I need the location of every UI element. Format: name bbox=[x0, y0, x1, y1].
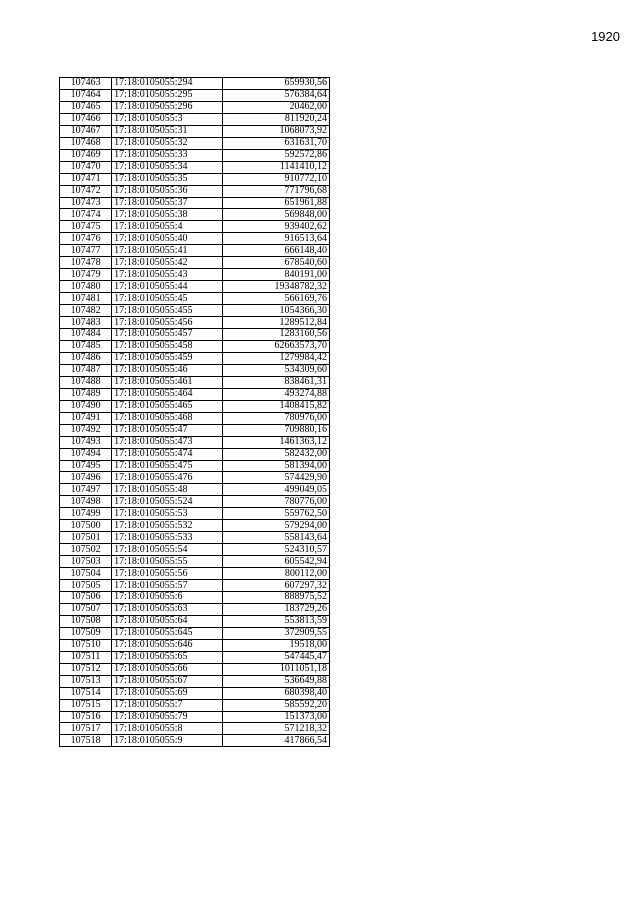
cadastral-number-cell: 17:18:0105055:53 bbox=[112, 508, 222, 520]
table-row bbox=[60, 269, 330, 281]
table-row bbox=[60, 699, 330, 711]
table-row bbox=[60, 723, 330, 735]
table-row bbox=[60, 544, 330, 556]
row-number-cell: 107487 bbox=[60, 364, 112, 376]
row-number-cell: 107473 bbox=[60, 197, 112, 209]
table-row bbox=[60, 305, 330, 317]
row-number-cell: 107466 bbox=[60, 113, 112, 125]
table-row bbox=[60, 137, 330, 149]
cadastral-number-cell: 17:18:0105055:38 bbox=[112, 209, 222, 221]
row-number-cell: 107510 bbox=[60, 639, 112, 651]
row-number-cell: 107478 bbox=[60, 257, 112, 269]
cadastral-value-cell: 780976,00 bbox=[222, 412, 329, 424]
cadastral-value-cell: 499049,05 bbox=[222, 484, 329, 496]
cadastral-number-cell: 17:18:0105055:56 bbox=[112, 568, 222, 580]
table-row bbox=[60, 735, 330, 747]
cadastral-number-cell: 17:18:0105055:8 bbox=[112, 723, 222, 735]
row-number-cell: 107512 bbox=[60, 663, 112, 675]
cadastral-value-cell: 553813,59 bbox=[222, 615, 329, 627]
cadastral-value-cell: 151373,00 bbox=[222, 711, 329, 723]
row-number-cell: 107481 bbox=[60, 293, 112, 305]
cadastral-number-cell: 17:18:0105055:34 bbox=[112, 161, 222, 173]
row-number-cell: 107497 bbox=[60, 484, 112, 496]
table-row bbox=[60, 89, 330, 101]
cadastral-value-cell: 493274,88 bbox=[222, 388, 329, 400]
cadastral-value-cell: 592572,86 bbox=[222, 149, 329, 161]
cadastral-value-cell: 62663573,70 bbox=[222, 340, 329, 352]
cadastral-number-cell: 17:18:0105055:533 bbox=[112, 532, 222, 544]
row-number-cell: 107499 bbox=[60, 508, 112, 520]
table-row bbox=[60, 197, 330, 209]
cadastral-value-cell: 666148,40 bbox=[222, 245, 329, 257]
cadastral-number-cell: 17:18:0105055:456 bbox=[112, 317, 222, 329]
table-row bbox=[60, 639, 330, 651]
table-row bbox=[60, 113, 330, 125]
row-number-cell: 107472 bbox=[60, 185, 112, 197]
cadastral-value-cell: 547445,47 bbox=[222, 651, 329, 663]
table-row bbox=[60, 568, 330, 580]
cadastral-number-cell: 17:18:0105055:9 bbox=[112, 735, 222, 747]
row-number-cell: 107485 bbox=[60, 340, 112, 352]
cadastral-value-cell: 576384,64 bbox=[222, 89, 329, 101]
row-number-cell: 107483 bbox=[60, 317, 112, 329]
table-row bbox=[60, 675, 330, 687]
table-row bbox=[60, 436, 330, 448]
cadastral-value-cell: 183729,26 bbox=[222, 603, 329, 615]
table-row bbox=[60, 340, 330, 352]
cadastral-value-cell: 372909,55 bbox=[222, 627, 329, 639]
cadastral-value-cell: 916513,64 bbox=[222, 233, 329, 245]
cadastral-value-cell: 1461363,12 bbox=[222, 436, 329, 448]
row-number-cell: 107469 bbox=[60, 149, 112, 161]
cadastral-number-cell: 17:18:0105055:645 bbox=[112, 627, 222, 639]
cadastral-value-cell: 524310,57 bbox=[222, 544, 329, 556]
cadastral-value-cell: 579294,00 bbox=[222, 520, 329, 532]
cadastral-number-cell: 17:18:0105055:459 bbox=[112, 352, 222, 364]
cadastral-number-cell: 17:18:0105055:66 bbox=[112, 663, 222, 675]
cadastral-value-cell: 1408415,82 bbox=[222, 400, 329, 412]
cadastral-number-cell: 17:18:0105055:474 bbox=[112, 448, 222, 460]
table-row bbox=[60, 556, 330, 568]
cadastral-value-cell: 631631,70 bbox=[222, 137, 329, 149]
row-number-cell: 107471 bbox=[60, 173, 112, 185]
row-number-cell: 107511 bbox=[60, 651, 112, 663]
row-number-cell: 107479 bbox=[60, 269, 112, 281]
row-number-cell: 107498 bbox=[60, 496, 112, 508]
row-number-cell: 107508 bbox=[60, 615, 112, 627]
row-number-cell: 107495 bbox=[60, 460, 112, 472]
cadastral-number-cell: 17:18:0105055:296 bbox=[112, 101, 222, 113]
table-row bbox=[60, 424, 330, 436]
cadastral-value-cell: 536649,88 bbox=[222, 675, 329, 687]
table-row bbox=[60, 484, 330, 496]
cadastral-number-cell: 17:18:0105055:6 bbox=[112, 591, 222, 603]
cadastral-value-cell: 566169,76 bbox=[222, 293, 329, 305]
cadastral-number-cell: 17:18:0105055:65 bbox=[112, 651, 222, 663]
cadastral-number-cell: 17:18:0105055:455 bbox=[112, 305, 222, 317]
table-row bbox=[60, 233, 330, 245]
cadastral-number-cell: 17:18:0105055:35 bbox=[112, 173, 222, 185]
cadastral-value-cell: 811920,24 bbox=[222, 113, 329, 125]
cadastral-number-cell: 17:18:0105055:41 bbox=[112, 245, 222, 257]
cadastral-value-cell: 20462,00 bbox=[222, 101, 329, 113]
table-row bbox=[60, 173, 330, 185]
cadastral-number-cell: 17:18:0105055:64 bbox=[112, 615, 222, 627]
table-row bbox=[60, 651, 330, 663]
cadastral-number-cell: 17:18:0105055:532 bbox=[112, 520, 222, 532]
cadastral-value-cell: 1141410,12 bbox=[222, 161, 329, 173]
cadastral-number-cell: 17:18:0105055:43 bbox=[112, 269, 222, 281]
cadastral-number-cell: 17:18:0105055:36 bbox=[112, 185, 222, 197]
cadastral-value-cell: 558143,64 bbox=[222, 532, 329, 544]
cadastral-number-cell: 17:18:0105055:44 bbox=[112, 281, 222, 293]
table-row bbox=[60, 400, 330, 412]
cadastral-number-cell: 17:18:0105055:524 bbox=[112, 496, 222, 508]
cadastral-value-cell: 417866,54 bbox=[222, 735, 329, 747]
table-row bbox=[60, 520, 330, 532]
row-number-cell: 107488 bbox=[60, 376, 112, 388]
cadastral-number-cell: 17:18:0105055:37 bbox=[112, 197, 222, 209]
cadastral-value-cell: 800112,00 bbox=[222, 568, 329, 580]
row-number-cell: 107517 bbox=[60, 723, 112, 735]
cadastral-value-cell: 939402,62 bbox=[222, 221, 329, 233]
cadastral-value-cell: 680398,40 bbox=[222, 687, 329, 699]
row-number-cell: 107509 bbox=[60, 627, 112, 639]
cadastral-value-cell: 585592,20 bbox=[222, 699, 329, 711]
table-row bbox=[60, 603, 330, 615]
table-row bbox=[60, 508, 330, 520]
table-row bbox=[60, 281, 330, 293]
cadastral-value-cell: 534309,60 bbox=[222, 364, 329, 376]
cadastral-value-cell: 607297,32 bbox=[222, 580, 329, 592]
cadastral-number-cell: 17:18:0105055:295 bbox=[112, 89, 222, 101]
cadastral-number-cell: 17:18:0105055:57 bbox=[112, 580, 222, 592]
row-number-cell: 107501 bbox=[60, 532, 112, 544]
table-row bbox=[60, 257, 330, 269]
row-number-cell: 107514 bbox=[60, 687, 112, 699]
table-row bbox=[60, 472, 330, 484]
cadastral-number-cell: 17:18:0105055:54 bbox=[112, 544, 222, 556]
cadastral-number-cell: 17:18:0105055:45 bbox=[112, 293, 222, 305]
cadastral-value-cell: 1011051,18 bbox=[222, 663, 329, 675]
row-number-cell: 107496 bbox=[60, 472, 112, 484]
cadastral-value-cell: 1279984,42 bbox=[222, 352, 329, 364]
row-number-cell: 107504 bbox=[60, 568, 112, 580]
table-row bbox=[60, 615, 330, 627]
row-number-cell: 107477 bbox=[60, 245, 112, 257]
table-row bbox=[60, 388, 330, 400]
cadastral-value-cell: 1054366,30 bbox=[222, 305, 329, 317]
row-number-cell: 107470 bbox=[60, 161, 112, 173]
cadastral-value-cell: 571218,32 bbox=[222, 723, 329, 735]
table-row bbox=[60, 532, 330, 544]
cadastral-number-cell: 17:18:0105055:55 bbox=[112, 556, 222, 568]
row-number-cell: 107489 bbox=[60, 388, 112, 400]
row-number-cell: 107480 bbox=[60, 281, 112, 293]
table-row bbox=[60, 149, 330, 161]
row-number-cell: 107491 bbox=[60, 412, 112, 424]
cadastral-number-cell: 17:18:0105055:42 bbox=[112, 257, 222, 269]
row-number-cell: 107475 bbox=[60, 221, 112, 233]
table-row bbox=[60, 185, 330, 197]
table-row bbox=[60, 376, 330, 388]
cadastral-value-cell: 888975,52 bbox=[222, 591, 329, 603]
table-row bbox=[60, 245, 330, 257]
cadastral-number-cell: 17:18:0105055:4 bbox=[112, 221, 222, 233]
cadastral-value-cell: 1289512,84 bbox=[222, 317, 329, 329]
row-number-cell: 107492 bbox=[60, 424, 112, 436]
table-row bbox=[60, 352, 330, 364]
cadastral-value-cell: 659930,56 bbox=[222, 78, 329, 90]
cadastral-value-cell: 910772,10 bbox=[222, 173, 329, 185]
row-number-cell: 107467 bbox=[60, 125, 112, 137]
table-row bbox=[60, 448, 330, 460]
row-number-cell: 107465 bbox=[60, 101, 112, 113]
table-row bbox=[60, 496, 330, 508]
table-row bbox=[60, 329, 330, 341]
table-row bbox=[60, 412, 330, 424]
row-number-cell: 107502 bbox=[60, 544, 112, 556]
cadastral-number-cell: 17:18:0105055:48 bbox=[112, 484, 222, 496]
cadastral-number-cell: 17:18:0105055:79 bbox=[112, 711, 222, 723]
row-number-cell: 107484 bbox=[60, 329, 112, 341]
cadastral-value-cell: 780776,00 bbox=[222, 496, 329, 508]
table-row bbox=[60, 663, 330, 675]
cadastral-number-cell: 17:18:0105055:475 bbox=[112, 460, 222, 472]
table-row bbox=[60, 221, 330, 233]
table-row bbox=[60, 591, 330, 603]
table-row bbox=[60, 687, 330, 699]
cadastral-number-cell: 17:18:0105055:46 bbox=[112, 364, 222, 376]
row-number-cell: 107507 bbox=[60, 603, 112, 615]
row-number-cell: 107463 bbox=[60, 78, 112, 90]
cadastral-number-cell: 17:18:0105055:47 bbox=[112, 424, 222, 436]
cadastral-value-cell: 771796,68 bbox=[222, 185, 329, 197]
row-number-cell: 107474 bbox=[60, 209, 112, 221]
cadastral-value-cell: 574429,90 bbox=[222, 472, 329, 484]
row-number-cell: 107482 bbox=[60, 305, 112, 317]
row-number-cell: 107518 bbox=[60, 735, 112, 747]
cadastral-value-cell: 559762,50 bbox=[222, 508, 329, 520]
table-row bbox=[60, 317, 330, 329]
cadastral-number-cell: 17:18:0105055:457 bbox=[112, 329, 222, 341]
table-body bbox=[60, 78, 330, 747]
cadastral-number-cell: 17:18:0105055:33 bbox=[112, 149, 222, 161]
cadastral-number-cell: 17:18:0105055:69 bbox=[112, 687, 222, 699]
table-row bbox=[60, 78, 330, 90]
cadastral-value-cell: 1068073,92 bbox=[222, 125, 329, 137]
row-number-cell: 107513 bbox=[60, 675, 112, 687]
table-row bbox=[60, 101, 330, 113]
row-number-cell: 107493 bbox=[60, 436, 112, 448]
row-number-cell: 107515 bbox=[60, 699, 112, 711]
cadastral-number-cell: 17:18:0105055:468 bbox=[112, 412, 222, 424]
cadastral-number-cell: 17:18:0105055:40 bbox=[112, 233, 222, 245]
cadastral-value-cell: 19348782,32 bbox=[222, 281, 329, 293]
row-number-cell: 107506 bbox=[60, 591, 112, 603]
cadastral-value-cell: 581394,00 bbox=[222, 460, 329, 472]
table-row bbox=[60, 161, 330, 173]
cadastral-value-cell: 19518,00 bbox=[222, 639, 329, 651]
table-row bbox=[60, 125, 330, 137]
table-row bbox=[60, 627, 330, 639]
cadastral-number-cell: 17:18:0105055:646 bbox=[112, 639, 222, 651]
cadastral-number-cell: 17:18:0105055:7 bbox=[112, 699, 222, 711]
row-number-cell: 107464 bbox=[60, 89, 112, 101]
cadastral-number-cell: 17:18:0105055:464 bbox=[112, 388, 222, 400]
cadastral-value-cell: 605542,94 bbox=[222, 556, 329, 568]
table-row bbox=[60, 580, 330, 592]
row-number-cell: 107490 bbox=[60, 400, 112, 412]
cadastral-number-cell: 17:18:0105055:63 bbox=[112, 603, 222, 615]
cadastral-number-cell: 17:18:0105055:31 bbox=[112, 125, 222, 137]
table-row bbox=[60, 711, 330, 723]
cadastral-value-cell: 838461,31 bbox=[222, 376, 329, 388]
row-number-cell: 107476 bbox=[60, 233, 112, 245]
cadastral-value-cell: 709880,16 bbox=[222, 424, 329, 436]
cadastral-number-cell: 17:18:0105055:294 bbox=[112, 78, 222, 90]
cadastral-value-cell: 678540,60 bbox=[222, 257, 329, 269]
cadastral-value-cell: 651961,88 bbox=[222, 197, 329, 209]
row-number-cell: 107500 bbox=[60, 520, 112, 532]
table-row bbox=[60, 364, 330, 376]
cadastral-number-cell: 17:18:0105055:67 bbox=[112, 675, 222, 687]
row-number-cell: 107516 bbox=[60, 711, 112, 723]
page-number: 1920 bbox=[591, 29, 620, 44]
cadastral-number-cell: 17:18:0105055:465 bbox=[112, 400, 222, 412]
cadastral-value-table bbox=[59, 77, 330, 747]
cadastral-number-cell: 17:18:0105055:32 bbox=[112, 137, 222, 149]
cadastral-number-cell: 17:18:0105055:476 bbox=[112, 472, 222, 484]
cadastral-value-cell: 1283160,56 bbox=[222, 329, 329, 341]
cadastral-number-cell: 17:18:0105055:3 bbox=[112, 113, 222, 125]
row-number-cell: 107494 bbox=[60, 448, 112, 460]
cadastral-value-cell: 840191,00 bbox=[222, 269, 329, 281]
cadastral-number-cell: 17:18:0105055:458 bbox=[112, 340, 222, 352]
row-number-cell: 107486 bbox=[60, 352, 112, 364]
cadastral-number-cell: 17:18:0105055:461 bbox=[112, 376, 222, 388]
cadastral-number-cell: 17:18:0105055:473 bbox=[112, 436, 222, 448]
table-row bbox=[60, 209, 330, 221]
row-number-cell: 107503 bbox=[60, 556, 112, 568]
cadastral-value-cell: 569848,00 bbox=[222, 209, 329, 221]
table-row bbox=[60, 460, 330, 472]
table-row bbox=[60, 293, 330, 305]
row-number-cell: 107505 bbox=[60, 580, 112, 592]
row-number-cell: 107468 bbox=[60, 137, 112, 149]
cadastral-value-cell: 582432,00 bbox=[222, 448, 329, 460]
